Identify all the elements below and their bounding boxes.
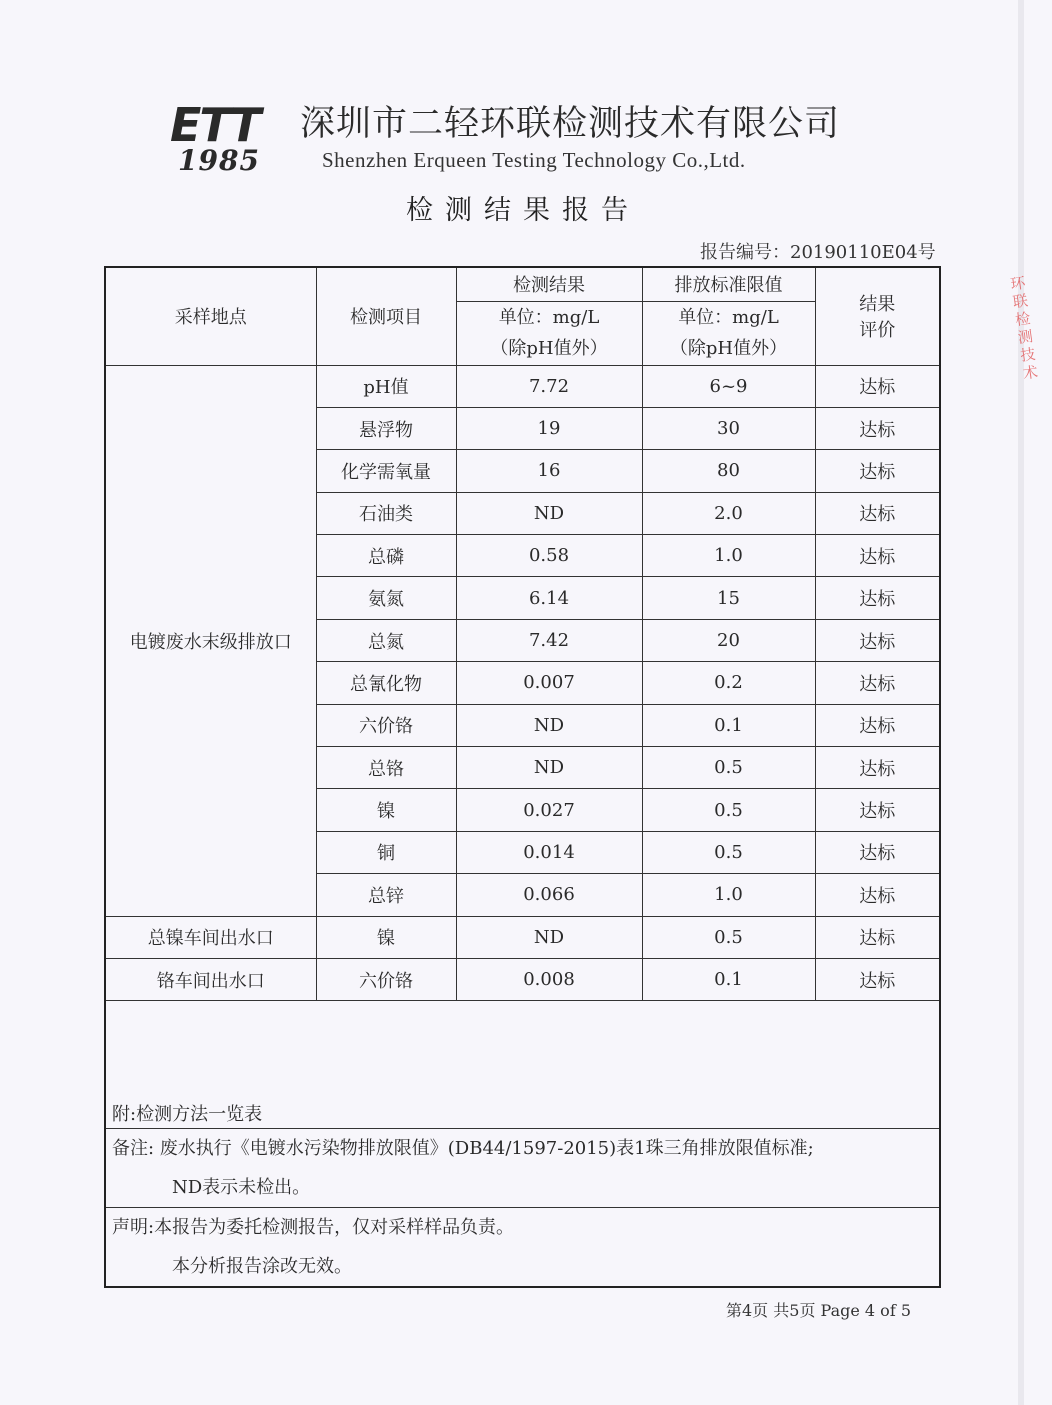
limit-cell: 15 <box>642 577 815 619</box>
appendix-text: 附:检测方法一览表 <box>112 1104 263 1126</box>
eval-cell: 达标 <box>815 365 940 407</box>
item-cell: pH值 <box>316 365 456 407</box>
limit-cell: 30 <box>642 407 815 449</box>
result-cell: 0.58 <box>456 535 642 577</box>
logo-main-text: ETT <box>170 98 260 152</box>
statement-cell <box>105 1208 940 1288</box>
header-location: 采样地点 <box>105 267 316 365</box>
result-cell: 0.014 <box>456 831 642 873</box>
logo-year-text: 1985 <box>178 144 260 177</box>
limit-except-text: （除pH值外） <box>669 338 788 359</box>
eval-cell: 达标 <box>815 407 940 449</box>
limit-cell: 0.5 <box>642 789 815 831</box>
eval-cell: 达标 <box>815 492 940 534</box>
remarks-row <box>105 1129 940 1208</box>
limit-cell: 1.0 <box>642 874 815 916</box>
header-eval-line2: 评价 <box>859 320 896 342</box>
company-logo <box>170 98 290 178</box>
limit-cell: 1.0 <box>642 535 815 577</box>
location-cell: 总镍车间出水口 <box>105 916 316 958</box>
result-cell: 19 <box>456 407 642 449</box>
result-cell: 0.008 <box>456 958 642 1000</box>
item-cell: 石油类 <box>316 492 456 534</box>
result-cell: 16 <box>456 450 642 492</box>
eval-cell: 达标 <box>815 619 940 661</box>
header-evaluation <box>815 267 940 365</box>
header-item: 检测项目 <box>316 267 456 365</box>
item-cell: 氨氮 <box>316 577 456 619</box>
red-seal-stamp: 环联检测技术 <box>1007 274 1041 384</box>
result-cell: 0.066 <box>456 874 642 916</box>
company-name-cn: 深圳市二轻环联检测技术有限公司 <box>300 104 841 144</box>
item-cell: 悬浮物 <box>316 407 456 449</box>
result-cell: ND <box>456 704 642 746</box>
report-number: 报告编号：20190110E04号 <box>700 242 936 263</box>
limit-cell: 6~9 <box>642 365 815 407</box>
remarks-line-1: 备注: 废水执行《电镀水污染物排放限值》(DB44/1597-2015)表1珠三角排放限值标准; <box>112 1138 814 1160</box>
eval-cell: 达标 <box>815 747 940 789</box>
item-cell: 化学需氧量 <box>316 450 456 492</box>
statement-row <box>105 1208 940 1288</box>
result-cell: ND <box>456 492 642 534</box>
limit-cell: 0.5 <box>642 916 815 958</box>
item-cell: 六价铬 <box>316 958 456 1000</box>
header-limit: 排放标准限值 <box>642 267 815 301</box>
result-cell: 7.42 <box>456 619 642 661</box>
item-cell: 总铬 <box>316 747 456 789</box>
limit-cell: 20 <box>642 619 815 661</box>
location-cell: 铬车间出水口 <box>105 958 316 1000</box>
result-cell: 7.72 <box>456 365 642 407</box>
header-limit-unit <box>642 301 815 365</box>
company-name-en: Shenzhen Erqueen Testing Technology Co.,Ltd. <box>322 148 746 172</box>
table-row <box>105 916 940 958</box>
limit-cell: 2.0 <box>642 492 815 534</box>
remarks-line-2: ND表示未检出。 <box>172 1177 311 1199</box>
result-unit-text: 单位：mg/L <box>498 307 600 328</box>
header-result: 检测结果 <box>456 267 642 301</box>
item-cell: 镍 <box>316 916 456 958</box>
item-cell: 总锌 <box>316 874 456 916</box>
eval-cell: 达标 <box>815 535 940 577</box>
eval-cell: 达标 <box>815 789 940 831</box>
item-cell: 总磷 <box>316 535 456 577</box>
page-footer: 第4页 共5页 Page 4 of 5 <box>726 1301 912 1320</box>
eval-cell: 达标 <box>815 874 940 916</box>
eval-cell: 达标 <box>815 450 940 492</box>
eval-cell: 达标 <box>815 958 940 1000</box>
item-cell: 总氰化物 <box>316 662 456 704</box>
limit-cell: 0.1 <box>642 958 815 1000</box>
limit-unit-text: 单位：mg/L <box>678 307 779 328</box>
appendix-cell <box>105 1001 940 1129</box>
statement-line-2: 本分析报告涂改无效。 <box>172 1256 352 1278</box>
item-cell: 镍 <box>316 789 456 831</box>
statement-line-1: 声明:本报告为委托检测报告，仅对采样样品负责。 <box>112 1217 515 1239</box>
eval-cell: 达标 <box>815 662 940 704</box>
eval-cell: 达标 <box>815 831 940 873</box>
appendix-row <box>105 1001 940 1129</box>
result-cell: ND <box>456 747 642 789</box>
result-cell: 6.14 <box>456 577 642 619</box>
results-table <box>104 266 941 1288</box>
eval-cell: 达标 <box>815 577 940 619</box>
table-row <box>105 958 940 1000</box>
result-except-text: （除pH值外） <box>490 338 608 359</box>
limit-cell: 0.5 <box>642 747 815 789</box>
result-cell: 0.007 <box>456 662 642 704</box>
eval-cell: 达标 <box>815 704 940 746</box>
limit-cell: 80 <box>642 450 815 492</box>
header-eval-line1: 结果 <box>859 294 896 316</box>
limit-cell: 0.5 <box>642 831 815 873</box>
result-cell: ND <box>456 916 642 958</box>
location-cell: 电镀废水末级排放口 <box>105 365 316 916</box>
header-row <box>105 267 940 301</box>
remarks-cell <box>105 1129 940 1208</box>
item-cell: 总氮 <box>316 619 456 661</box>
limit-cell: 0.1 <box>642 704 815 746</box>
item-cell: 铜 <box>316 831 456 873</box>
table-row <box>105 365 940 407</box>
limit-cell: 0.2 <box>642 662 815 704</box>
eval-cell: 达标 <box>815 916 940 958</box>
result-cell: 0.027 <box>456 789 642 831</box>
report-title: 检测结果报告 <box>406 195 640 226</box>
item-cell: 六价铬 <box>316 704 456 746</box>
header-result-unit <box>456 301 642 365</box>
